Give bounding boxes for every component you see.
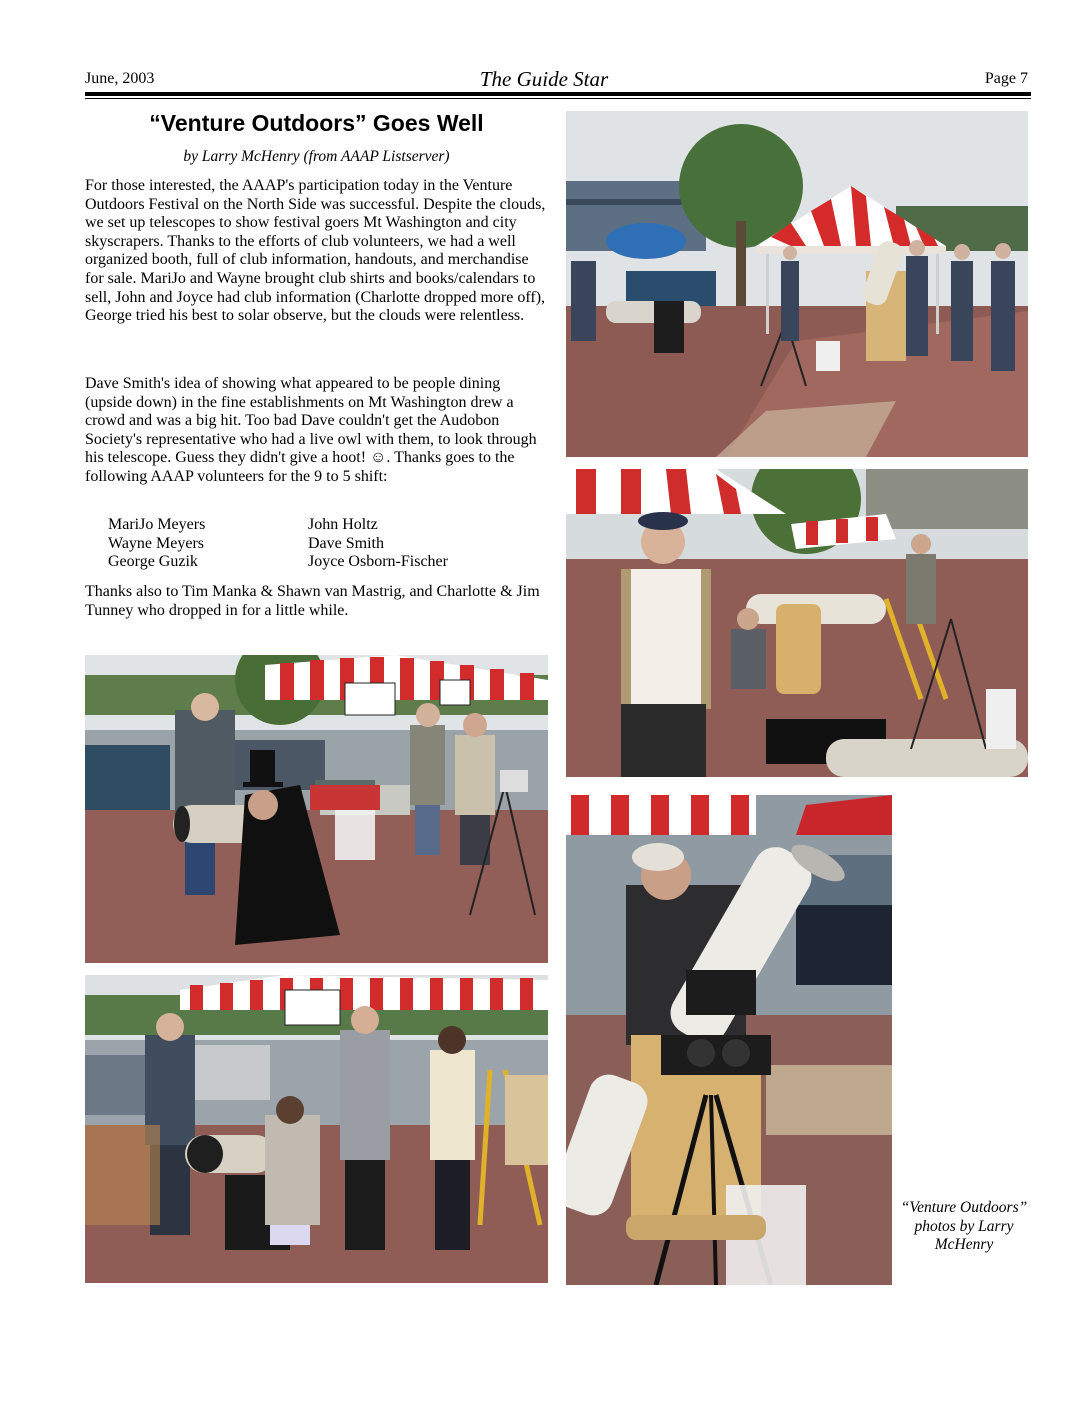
article-paragraph-3: Thanks also to Tim Manka & Shawn van Mastrig, and Charlotte & Jim Tunney who dropped in for a little while. — [85, 583, 540, 619]
header-rule-thick — [85, 92, 1031, 96]
volunteer-list-left — [108, 516, 205, 572]
volunteer-list-right — [308, 516, 448, 572]
volunteer-name: John Holtz — [308, 516, 378, 533]
volunteer-name: MariJo Meyers — [108, 516, 206, 533]
photo-lincoln-telescope — [85, 655, 548, 963]
article-paragraph-2: Dave Smith's idea of showing what appeared to be people dining (upside down) in the fine establishments on Mt Washington drew a crowd and was a big hit. Too bad Dave couldn't get the Audobon Society's representative who had a live owl with them, to look through his telescope. Guess they didn't give a hoot! ☺. Thanks goes to the following AAAP volunteers for the 9 to 5 shift: — [85, 375, 537, 485]
article-title: “Venture Outdoors” Goes Well — [149, 110, 484, 136]
photo-man-in-vest — [566, 469, 1028, 777]
issue-date: June, 2003 — [85, 70, 155, 87]
newsletter-title: The Guide Star — [479, 67, 609, 91]
article-paragraph-1: For those interested, the AAAP's participation today in the Venture Outdoors Festival on the North Side was successful. Despite the clouds, we set up telescopes to show festival goers Mt Washington and city skyscrapers. Thanks to the efforts of club volunteers, we had a well organized booth, full of club information, handouts, and merchandise for sale. MariJo and Wayne brought club shirts and books/calendars to sell, John and Joyce had club information (Charlotte dropped more off), George tried his best to solar observe, but the clouds were relentless. — [85, 177, 546, 325]
photo-child-telescope — [85, 975, 548, 1283]
page-number: Page 7 — [984, 70, 1028, 87]
header-rule-thin — [85, 98, 1031, 99]
volunteer-name: George Guzik — [108, 553, 198, 571]
volunteer-name: Dave Smith — [308, 534, 384, 552]
volunteer-name: Joyce Osborn-Fischer — [308, 553, 448, 571]
volunteer-name: Wayne Meyers — [108, 534, 205, 552]
photo-man-dobsonian — [566, 795, 892, 1285]
photo-booth-tent — [566, 111, 1028, 457]
article-byline: by Larry McHenry (from AAAP Listserver) — [183, 148, 450, 165]
photo-caption: “Venture Outdoors” photos by Larry McHenry — [900, 1199, 1028, 1254]
